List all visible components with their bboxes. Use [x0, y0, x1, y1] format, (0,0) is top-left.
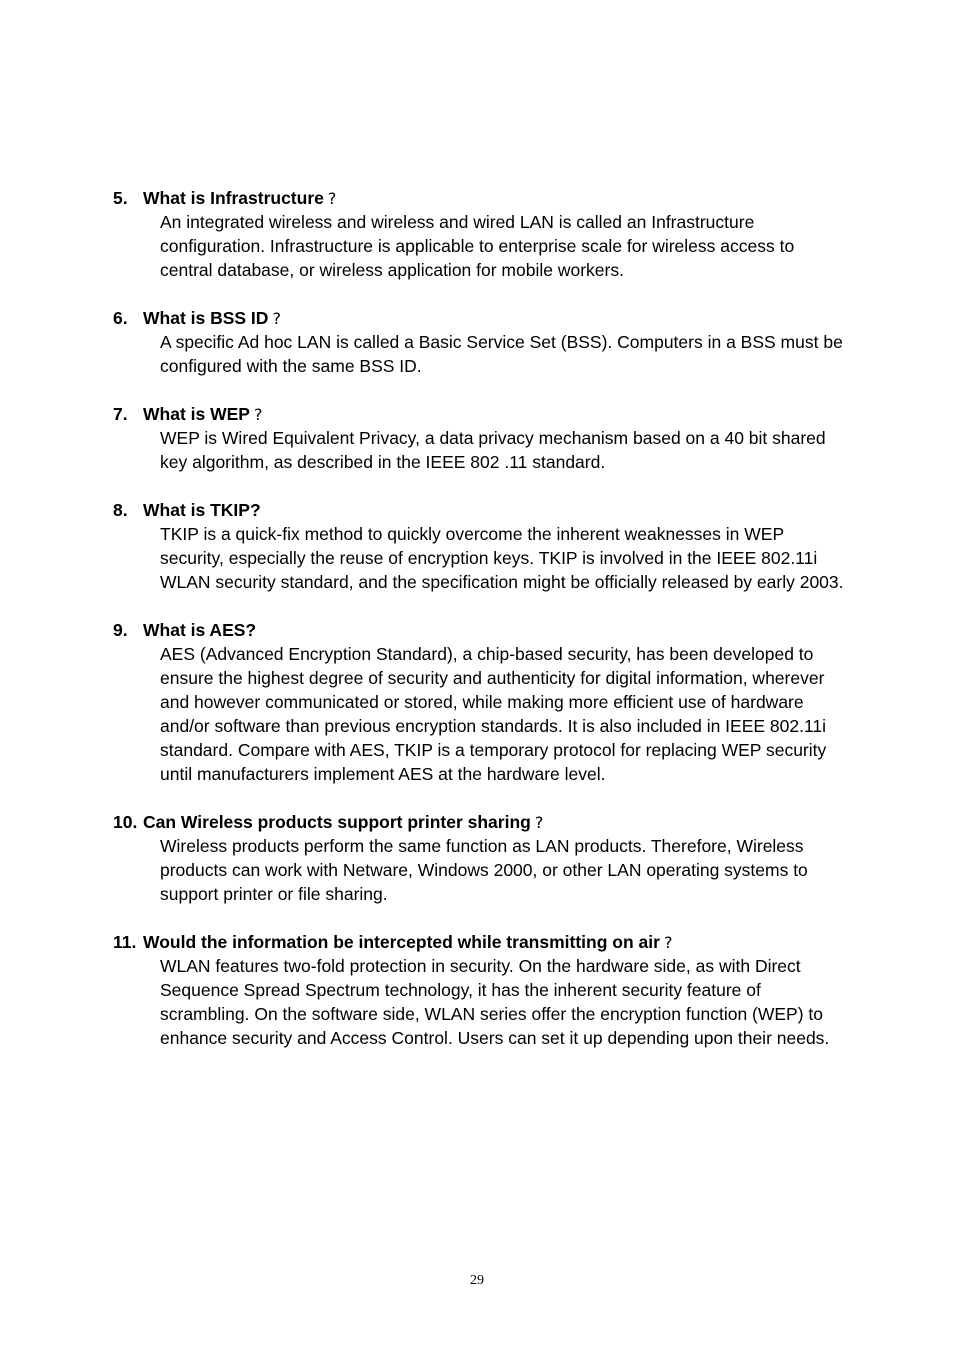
faq-question-text: What is AES?: [143, 620, 257, 640]
faq-item: [113, 186, 848, 282]
faq-item: [113, 402, 848, 474]
question-mark: ?: [663, 933, 673, 952]
faq-number: 11.: [113, 932, 137, 952]
faq-question: [113, 306, 848, 330]
faq-number: 8.: [113, 500, 128, 520]
faq-question-text: What is TKIP?: [143, 500, 261, 520]
faq-number: 7.: [113, 404, 128, 424]
faq-answer: AES (Advanced Encryption Standard), a chip-based security, has been developed to ensure the highest degree of security and authenticity for digital information, wherever and however communicated or stored, while making more efficient use of hardware and/or software than previous encryption standards. It is also included in IEEE 802.11i standard. Compare with AES, TKIP is a temporary protocol for replacing WEP security until manufacturers implement AES at the hardware level.: [160, 644, 827, 784]
faq-question-text: What is Infrastructure: [143, 188, 324, 208]
faq-question: [113, 186, 848, 210]
faq-answer: A specific Ad hoc LAN is called a Basic Service Set (BSS). Computers in a BSS must be configured with the same BSS ID.: [160, 332, 843, 376]
faq-question: [113, 498, 848, 522]
faq-answer: TKIP is a quick-fix method to quickly overcome the inherent weaknesses in WEP security, especially the reuse of encryption keys. TKIP is involved in the IEEE 802.11i WLAN security standard, and the specification might be officially released by early 2003.: [160, 524, 844, 592]
question-mark: ?: [272, 309, 281, 328]
faq-number: 6.: [113, 308, 128, 328]
faq-item: [113, 810, 848, 906]
faq-item: [113, 618, 848, 786]
faq-answer: Wireless products perform the same function as LAN products. Therefore, Wireless products can work with Netware, Windows 2000, or other LAN operating systems to support printer or file sharing.: [160, 836, 808, 904]
faq-answer: WEP is Wired Equivalent Privacy, a data privacy mechanism based on a 40 bit shared key algorithm, as described in the IEEE 802 .11 standard.: [160, 428, 826, 472]
faq-question: [113, 618, 848, 642]
faq-number: 9.: [113, 620, 128, 640]
question-mark: ?: [534, 813, 544, 832]
faq-number: 10.: [113, 812, 138, 832]
faq-question-text: What is WEP: [143, 404, 250, 424]
faq-question: [113, 810, 848, 834]
question-mark: ?: [327, 189, 337, 208]
faq-list: [113, 186, 848, 1074]
faq-answer: WLAN features two-fold protection in security. On the hardware side, as with Direct Sequence Spread Spectrum technology, it has the inherent security feature of scrambling. On the software side, WLAN series offer the encryption function (WEP) to enhance security and Access Control. Users can set it up depending upon their needs.: [160, 956, 830, 1048]
faq-item: [113, 498, 848, 594]
faq-answer: An integrated wireless and wireless and wired LAN is called an Infrastructure configuration. Infrastructure is applicable to enterprise scale for wireless access to central database, or wireless application for mobile workers.: [160, 212, 795, 280]
faq-number: 5.: [113, 188, 128, 208]
faq-question: [113, 930, 848, 954]
faq-question: [113, 402, 848, 426]
question-mark: ?: [253, 405, 263, 424]
faq-question-text: What is BSS ID: [143, 308, 269, 328]
faq-item: [113, 930, 848, 1050]
page-number: 29: [470, 1273, 484, 1288]
faq-question-text: Would the information be intercepted while transmitting on air: [143, 932, 660, 952]
faq-item: [113, 306, 848, 378]
faq-question-text: Can Wireless products support printer sharing: [143, 812, 531, 832]
